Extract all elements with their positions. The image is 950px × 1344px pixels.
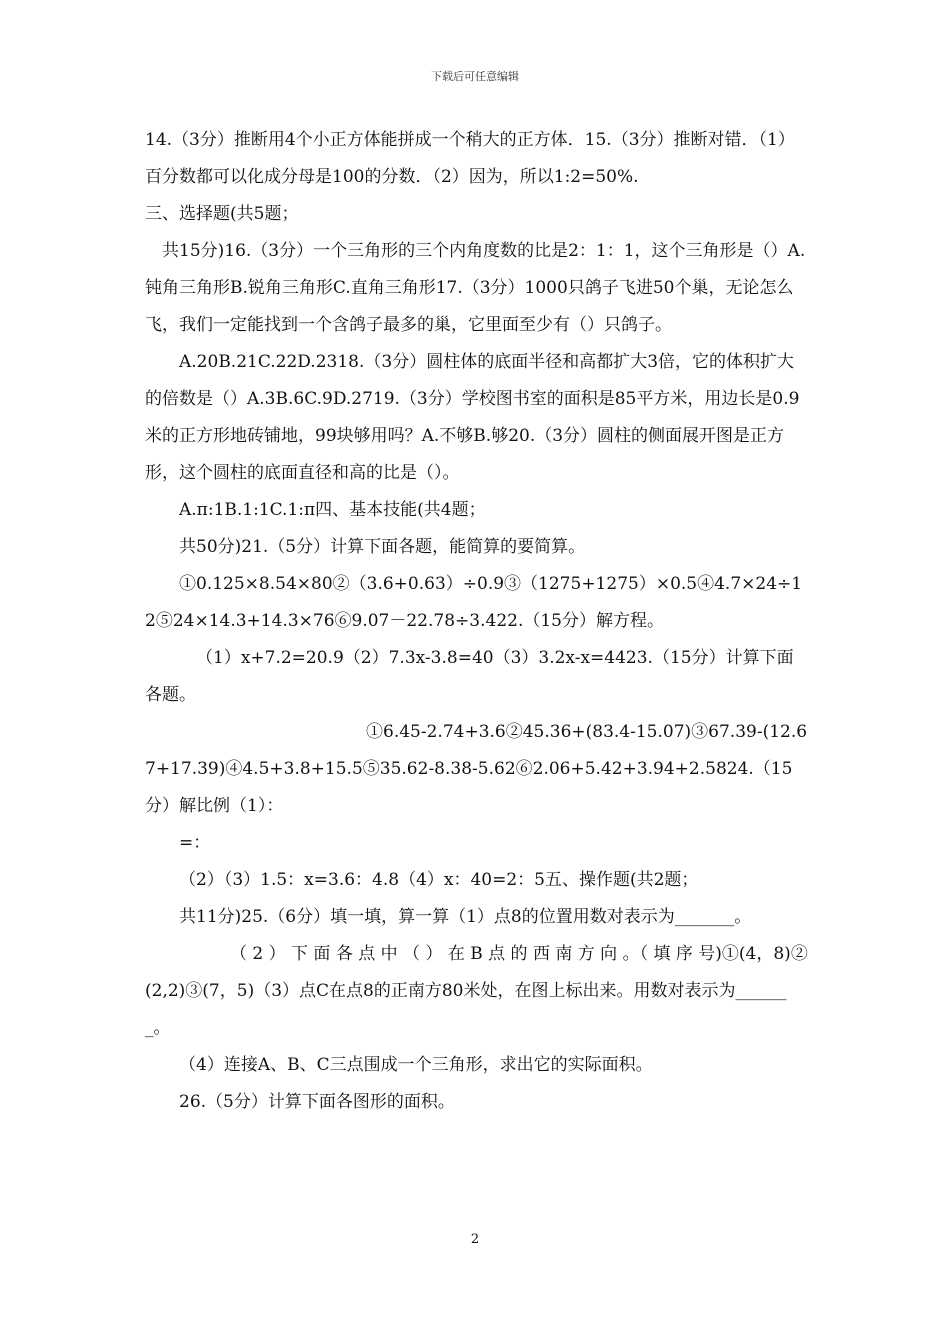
paragraph: （ 2 ） 下 面 各 点 中 （ ） 在 B 点 的 西 南 方 向 。（ 填 序 号)①(4，8)②(2,2)③(7，5)（3）点C在点8的正南方80米处，在图上标出来。用数对表示为_______。 [145,944,808,1038]
paragraph: A.20B.21C.22D.2318.（3分）圆柱体的底面半径和高都扩大3倍，它的体积扩大的倍数是（）A.3B.6C.9D.2719.（3分）学校图书室的面积是85平方米，用边长是0.9米的正方形地砖铺地，99块够用吗？A.不够B.够20.（3分）圆柱的侧面展开图是正方形，这个圆柱的底面直径和高的比是（）。 [145,352,800,483]
page-number: 2 [470,1232,480,1247]
paragraph: （1）x+7.2=20.9（2）7.3x-3.8=40（3）3.2x-x=4423.（15分）计算下面各题。 [145,648,794,705]
paragraph: A.π:1B.1:1C.1:π四、基本技能(共4题； [179,500,486,520]
document-body [145,122,810,1121]
paragraph: ①6.45-2.74+3.6②45.36+(83.4-15.07)③67.39-(12.67+17.39)④4.5+3.8+15.5⑤35.62-8.38-5.62⑥2.06+5.42+3.94+2.5824.（15分）解比例（1）： [145,722,808,816]
paragraph: 共50分)21.（5分）计算下面各题，能简算的要简算。 [179,537,586,557]
paragraph: （4）连接A、B、C三点围成一个三角形，求出它的实际面积。 [179,1055,653,1075]
paragraph: 共11分)25.（6分）填一填，算一算（1）点8的位置用数对表示为_______。 [179,907,752,927]
paragraph: =： [179,833,211,853]
paragraph: 26.（5分）计算下面各图形的面积。 [179,1092,455,1112]
paragraph: ①0.125×8.54×80②（3.6+0.63）÷0.9③（1275+1275）×0.5④4.7×24÷12⑤24×14.3+14.3×76⑥9.07－22.78÷3.422.（15分）解方程。 [145,574,803,631]
section-heading: 三、选择题(共5题； [145,204,299,224]
paragraph: 14.（3分）推断用4个小正方体能拼成一个稍大的正方体．15.（3分）推断对错．（1）百分数都可以化成分母是100的分数．（2）因为，所以1:2=50%. [145,130,795,187]
paragraph: （2）（3）1.5：x=3.6：4.8（4）x：40=2：5五、操作题(共2题； [179,870,699,890]
page-header: 下载后可任意编辑 [431,70,519,83]
paragraph: 共15分)16.（3分）一个三角形的三个内角度数的比是2：1：1，这个三角形是（）A.钝角三角形B.锐角三角形C.直角三角形17.（3分）1000只鸽子飞进50个巢，无论怎么飞，我们一定能找到一个含鸽子最多的巢，它里面至少有（）只鸽子。 [145,241,806,335]
